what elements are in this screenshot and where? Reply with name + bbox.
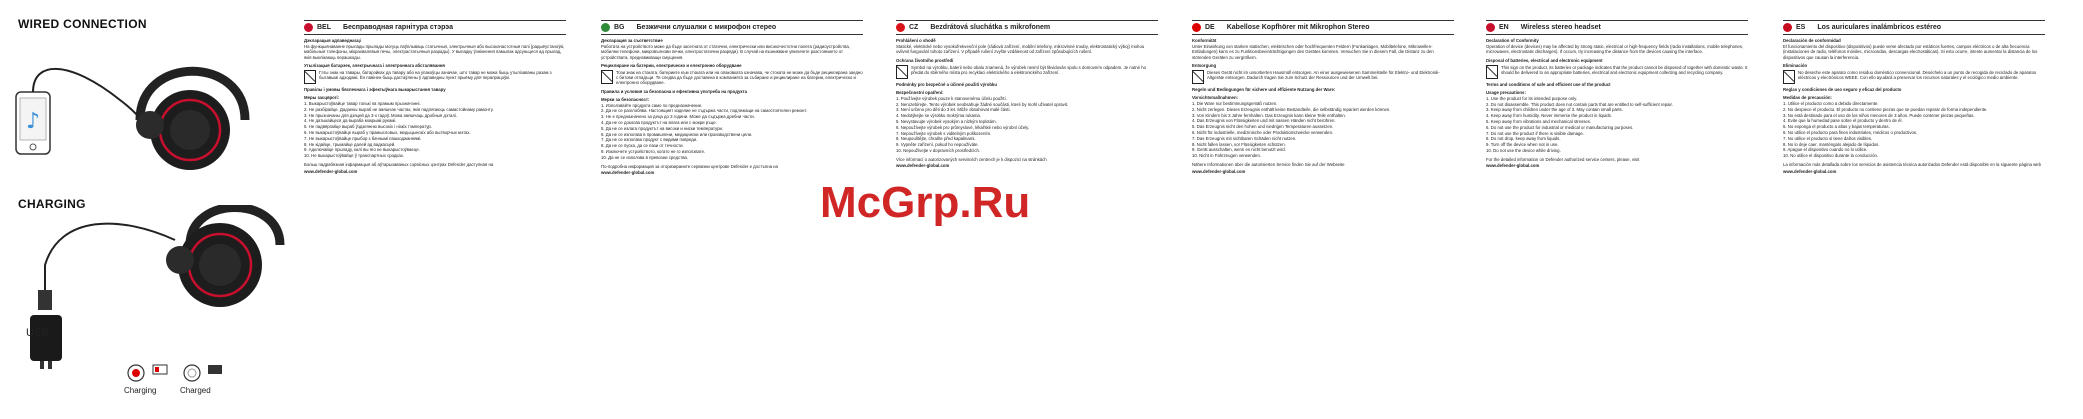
column-bel <box>304 20 566 412</box>
footer-text: La información más detallada sobre los servicios de asistencia técnica autorizados Defender está disponible en la siguiente página web <box>1783 162 2041 168</box>
conformity-text: Statické, elektrické nebo vysokofrekvenční pole (rádiová zařízení, mobilní telefony, mikrovlnné trouby, elektrostatický výboj) mohou ovlivnit fungování tohoto zařízení. V případě rušení zvyšte vzdálenost od zařízení způsobujících rušení. <box>896 44 1145 55</box>
list-item: 1. Utilice el producto como a debido directamente. <box>1783 101 1879 107</box>
list-item: 10. Да не се използва в превозни средства. <box>601 154 689 160</box>
disposal-heading: Disposal of batteries, electrical and electronic equipment <box>1486 57 1603 63</box>
website-link[interactable]: www.defender-global.com <box>1783 168 1837 174</box>
charging-title: CHARGING <box>18 197 86 211</box>
precautions-list <box>1192 101 1454 158</box>
precautions-heading: Меры засцярогі: <box>304 95 340 101</box>
precautions-list <box>1486 96 1748 153</box>
watermark: McGrp.Ru <box>820 178 1031 227</box>
list-item: 7. Не выкарыстоўвайце прыбор з бачнымі пашкоджаннямі. <box>304 135 422 141</box>
list-item: 3. Не прызначаны для дзяцей да 3-х гадоў. Можа змяшчаць дробныя дэталі. <box>304 112 458 118</box>
disposal-text: Гэты знак на тавары, батарэйках да тавару або на упакоўцы азначае, што тавар не можа быць утылізаваны разам з бытавымі адходамі. Ён павінен быць дастаўлены ў адпаведны пункт прыёму для перапрацоўкі. <box>319 70 552 81</box>
list-item: 10. Do not use the device while driving. <box>1486 147 1561 153</box>
flag-icon <box>304 23 313 32</box>
battery-charged-icon <box>208 365 222 374</box>
crossed-bin-icon <box>304 70 316 84</box>
list-item: 4. Nedotýkejte se výrobku mokrýma rukama. <box>896 113 982 119</box>
list-item: 5. Das Erzeugnis nicht den hohen und niedrigen Temperaturen aussetzen. <box>1192 124 1334 130</box>
conformity-heading: Declaración de conformidad <box>1783 38 1841 43</box>
list-item: 6. Nicht für industrielle, medizinische oder Produktionszwecke verwenden. <box>1192 130 1334 135</box>
column-header <box>601 20 863 35</box>
list-item: 7. Do not use the product if there is visible damage. <box>1486 130 1584 136</box>
conformity-heading: Prohlášení o shodě <box>896 38 936 43</box>
conformity-heading: Konformität <box>1192 38 1217 43</box>
precautions-heading: Bezpečnostní opatření: <box>896 90 944 96</box>
list-item: 7. Nepoužívejte výrobek s viditelným poškozením. <box>896 130 992 136</box>
column-header <box>896 20 1158 35</box>
disposal-heading: Eliminación <box>1783 62 1808 68</box>
list-item: 4. Да не се докосва продуктът на влага или с мокри ръце. <box>601 120 717 126</box>
safety-heading: Reglas y condiciones de uso seguro y eficaz del producto <box>1783 87 1902 93</box>
website-link[interactable]: www.defender-global.com <box>304 168 358 174</box>
charging-label: Charging <box>124 386 157 395</box>
list-item: 5. Да не се излага продуктът на високи и ниски температури. <box>601 125 724 131</box>
list-item: 9. Адключайце прыладу, калі вы яго не выкарыстоўваеце. <box>304 147 420 153</box>
website-link[interactable]: www.defender-global.com <box>601 170 655 176</box>
footer-text: Nähere Informationen über die autorisierten Service finden Sie auf der Webseite <box>1192 162 1345 168</box>
list-item: 2. Do not disassemble. This product does not contain parts that are entitled to self-sufficient repair. <box>1486 101 1673 107</box>
conformity-heading: Декларация за съответствие <box>601 38 663 43</box>
list-item: 7. No utilice el producto si tiene daños visibles. <box>1783 135 1873 141</box>
list-item: 6. Не выкарыстоўвайце выраб у прамысловых, медыцынскіх або вытворчых мэтах. <box>304 130 471 135</box>
crossed-bin-icon <box>1783 70 1795 84</box>
flag-icon <box>896 23 905 32</box>
language-code: DE <box>1205 23 1215 31</box>
website-link[interactable]: www.defender-global.com <box>896 163 950 169</box>
precautions-list <box>1783 101 2045 158</box>
precautions-list <box>601 103 863 160</box>
list-item: 9. Изключете устройството, когато не го използвате. <box>601 149 706 154</box>
disposal-text: Symbol na výrobku, baterii nebo obalu znamená, že výrobek nesmí být likvidován spolu s domovním odpadem. Je nutné ho předat do sběrného místa pro recyklaci elektrického a elektronického zařízení. <box>911 64 1147 76</box>
disposal-text: No deseche este aparato como residuo doméstico convencional. Deséchelo a un punto de recogida de reciclado de aparatos eléctricos y electrónicos WEEE. Con ello ayudará a preservar los recursos naturales y el ecológico medio ambiente. <box>1798 70 2037 81</box>
list-item: 3. Von Kindern bis 3 Jahre fernhalten. Das Erzeugnis kann kleine Teile enthalten. <box>1192 112 1346 118</box>
music-note-icon: ♪ <box>26 109 41 134</box>
list-item: 4. Evite que la humedad pase sobre el producto y dentro de él. <box>1783 118 1903 124</box>
footer-text: По-подробна информация за оторизираните сервизни центрове Defender е достъпна на <box>601 164 778 169</box>
precautions-list <box>896 96 1158 153</box>
flag-icon <box>601 23 610 32</box>
wired-diagram <box>0 30 300 180</box>
safety-heading: Правілы і умовы бяспечнага і эфектыўнага выкарыстання тавару <box>304 87 446 93</box>
product-title: Los auriculares inalámbricos estéreo <box>1817 23 1942 31</box>
conformity-text: Работата на устройството може да бъде засегната от статични, електрически или високочестотни полета (радиоустройства, мобилни телефони, микровълнови печки, електростатични разряди). В случай на възникване увеличете разстоянието от устройствата, предизвикващи смущения. <box>601 44 850 60</box>
list-item: 5. Не падвяргайце выраб ўздзеянню высокіх і нізкіх тэмператур. <box>304 124 433 130</box>
charged-label: Charged <box>180 386 211 395</box>
precautions-heading: Usage precautions: <box>1486 90 1526 96</box>
column-header <box>1192 20 1454 35</box>
diagram-panel <box>0 0 300 419</box>
list-item: 9. Gerät ausschalten, wenn es nicht benutzt wird. <box>1192 147 1286 153</box>
list-item: 5. Keep away from vibrations and mechanical stresses. <box>1486 119 1592 124</box>
conformity-text: На функцыянаванне прылады прылады могуць паўплываць статычныя, электрычныя або высокачастотныя палі (радыёустаноўкі, мабільныя тэлефоны, мікрахвалевыя печы, электрастатычныя разрады). У выпадку ўзнікнення памылак адсуньцеся ад прылад, якія выклікаюць перашкоды. <box>304 44 565 60</box>
disposal-text: Този знак на стоката, батериите към стоката или на опаковката означава, че стоката не може да бъде рециклирана заедно с битови отпадъци. Тя следва да бъде доставена в компанията за събиране и рециклиране на батерии, електрическо и електронно оборудване. <box>616 70 863 86</box>
list-item: 10. No utilice el dispositivo durante la conducción. <box>1783 153 1879 159</box>
column-es <box>1783 20 2045 412</box>
flag-icon <box>1192 23 1201 32</box>
product-title: Wireless stereo headset <box>1520 23 1601 31</box>
column-en <box>1486 20 1748 412</box>
crossed-bin-icon <box>1486 65 1498 79</box>
list-item: 8. Neupouštějte, chraňte před kapalinami. <box>896 136 976 142</box>
list-item: 1. Use the product for its intended purpose only. <box>1486 95 1578 101</box>
disposal-text: This sign on the product, its batteries or package indicates that the product cannot be disposed of together with domestic waste. It should be delivered to an appropriate batteries, electrical and electronic equipment collecting and recycling company. <box>1501 64 1748 76</box>
list-item: 1. Използвайте продукта само по предназначение. <box>601 102 703 108</box>
list-item: 8. Не кідайце, трымайце далей ад вадкасцей. <box>304 141 396 147</box>
list-item: 9. Turn off the device when not in use. <box>1486 142 1559 148</box>
product-title: Безжични слушалки с микрофон стерео <box>636 23 777 31</box>
product-title: Bezdrátová sluchátka s mikrofonem <box>930 23 1051 31</box>
list-item: 3. Не е предназначено за деца до 3 години. Може да съдържа дребни части. <box>601 114 755 120</box>
safety-heading: Podmínky pro bezpečné a účinné použití výrobku <box>896 81 997 87</box>
safety-heading: Regeln und Bedingungen für sichere und effiziente Nutzung der Ware: <box>1192 87 1336 93</box>
list-item: 2. Nicht zerlegen. Dieses Erzeugnis enthält keine Bestandteile, die selbständig repariert werden können. <box>1192 106 1391 112</box>
language-code: CZ <box>909 23 919 31</box>
disposal-heading: Entsorgung <box>1192 62 1217 68</box>
footer-text: Více informací o autorizovaných servisních centrech je k dispozici na stránkách <box>896 157 1047 163</box>
flag-icon <box>1783 23 1792 32</box>
list-item: 8. Do not drop, keep away from liquids. <box>1486 136 1561 142</box>
safety-heading: Правила и условия за безопасна и ефективна употреба на продукта <box>601 88 748 94</box>
column-header <box>304 20 566 35</box>
conformity-heading: Дэкларацыя адпаведнасці <box>304 38 361 43</box>
safety-heading: Terms and conditions of safe and efficient use of the product <box>1486 81 1611 87</box>
list-item: 3. No está destinado para el uso de los niños menores de 3 años. Puede contener piezas pequeñas. <box>1783 112 1975 118</box>
disposal-text: Dieses Gerät nicht im unsortierten Hausmüll entsorgen. An einer ausgewiesenen Sammelstelle für Elektro- und Elektronik-Altgeräte entsorgen. Dadurch tragen Sie zum Schutz der Ressourcen und der Umwelt bei. <box>1207 70 1440 81</box>
usb-plug-icon <box>38 290 52 310</box>
precautions-heading: Мерки за безопасност: <box>601 96 650 102</box>
list-item: 8. Да не се пуска, да се пази от течности. <box>601 143 684 149</box>
precautions-list <box>304 101 566 158</box>
list-item: 2. Да не се разглобява. Настоящият изделие не съдържа части, подлежащи на самостоятелен ремонт. <box>601 108 808 114</box>
crossed-bin-icon <box>1192 70 1204 84</box>
website-link[interactable]: www.defender-global.com <box>1486 163 1540 169</box>
language-code: ES <box>1796 23 1806 31</box>
disposal-heading: Рециклиране на батерии, електрическо и електронно оборудване <box>601 62 742 68</box>
product-title: Бесправодная гарнітура стэрэа <box>343 23 454 31</box>
precautions-heading: Medidas de precaución: <box>1783 95 1832 101</box>
list-item: 6. Nepoužívejte výrobek pro průmyslové, lékařské nebo výrobní účely. <box>896 124 1030 130</box>
list-item: 7. Да не се използва продукт с видими повреди. <box>601 137 698 143</box>
language-code: BG <box>614 23 625 31</box>
crossed-bin-icon <box>896 65 908 79</box>
footer-text: Больш падрабязная інфармацыя аб аўтарызаваных сэрвісных цэнтрах Defender даступная на <box>304 162 494 168</box>
list-item: 6. Do not use the product for industrial or medical or manufacturing purposes. <box>1486 124 1634 130</box>
list-item: 8. No lo deje caer, manténgalo alejado de líquidos. <box>1783 141 1880 147</box>
list-item: 4. Das Erzeugnis von Flüssigkeiten und mit nassen Händen nicht berühren. <box>1192 118 1336 124</box>
precautions-heading: Vorsichtsmaßnahmen: <box>1192 95 1239 101</box>
list-item: 7. Das Erzeugnis mit sichtbaren Schäden nicht nutzen. <box>1192 135 1297 141</box>
list-item: 2. Nerozebírejte. Tento výrobek neobsahuje žádné součásti, které by mohl uživatel opravit. <box>896 101 1069 107</box>
list-item: 2. Не разбірайце. Дадзены выраб не змяшчае частак, якія падлягаюць самастойнаму рамонту. <box>304 106 494 112</box>
list-item: 10. Nicht in Fahrzeugen verwenden. <box>1192 153 1262 159</box>
list-item: 9. Apague el dispositivo cuando no lo utilice. <box>1783 147 1868 153</box>
flag-icon <box>1486 23 1495 32</box>
list-item: 10. Nepoužívejte v dopravních prostředcích. <box>896 147 981 153</box>
disposal-heading: Утылізацыя батарэек, электрычнага і электроннага абсталявання <box>304 62 445 68</box>
column-header <box>1486 20 1748 35</box>
footer-text: For the detailed information on Defender authorized service centers, please, visit <box>1486 157 1640 163</box>
list-item: 9. Vypněte zařízení, pokud ho nepoužíváte. <box>896 142 979 148</box>
list-item: 6. Да не се използва в промишлени, медицински или производствени цели. <box>601 131 753 137</box>
list-item: 5. No exponga el producto a altas y bajas temperaturas. <box>1783 124 1890 130</box>
product-title: Kabellose Kopfhörer mit Mikrophon Stereo <box>1226 23 1370 31</box>
conformity-heading: Declaration of Conformity <box>1486 38 1539 43</box>
list-item: 1. Die Ware nur bestimmungsgemäß nutzen. <box>1192 101 1278 107</box>
list-item: 10. Не выкарыстоўвайце ў транспартных сродках. <box>304 153 405 159</box>
disposal-heading: Ochrana životního prostředí <box>896 57 954 63</box>
website-link[interactable]: www.defender-global.com <box>1192 168 1246 174</box>
wired-connection-title: WIRED CONNECTION <box>18 17 147 31</box>
list-item: 1. Používejte výrobek pouze k stanovenému účelu použití. <box>896 95 1007 101</box>
list-item: 4. Keep away from humidity. Never immerse the product in liquids. <box>1486 113 1613 119</box>
list-item: 8. Nicht fallen lassen, vor Flüssigkeiten schützen. <box>1192 141 1286 147</box>
usb-label: USB <box>26 327 49 339</box>
language-code: EN <box>1499 23 1509 31</box>
language-code: BEL <box>317 23 331 31</box>
crossed-bin-icon <box>601 70 613 84</box>
list-item: 5. Nevystavujte výrobek vysokým a nízkým teplotám. <box>896 119 997 124</box>
conformity-text: Operation of device (devices) may be affected by strong static, electrical or high-frequency fields (radio installations, mobile telephones, microwaves, electrostatic discharges). If occurs, try increasing the distance from the devices causing the interface. <box>1486 44 1744 55</box>
column-header <box>1783 20 2045 35</box>
conformity-text: El funcionamiento del dispositivo (dispositivos) puede verse afectado por estáticos fuertes, campos eléctricos o de alta frecuencia (instalaciones de radio, teléfonos móviles, microondas, descargas electrostáticas). Si esto ocurre, intente aumentar la distancia de los dispositivos que causan la interferencia. <box>1783 44 2038 60</box>
list-item: 6. No utilice el producto para fines industriales, médicos o productivos. <box>1783 130 1918 135</box>
column-de <box>1192 20 1454 412</box>
list-item: 4. Не датыкайцеся да выраба мокрымі рукамі. <box>304 118 397 124</box>
list-item: 3. Není určeno pro děti do 3 let. Může obsahovat malé části. <box>896 107 1011 113</box>
list-item: 1. Выкарыстоўвайце тавар толькі па прамым прызначэнні. <box>304 101 421 107</box>
conformity-text: Unter Einwirkung von starken statischen, elektrischen oder hochfrequenten Feldern (Funkanlagen, Mobiltelefone, Mikrowellen-Entladungen) kann es zu Funktionsbeeinträchtigungen des Gerätes kommen. Versuchen Sie in diesem Fall, die Distanz zu den störenden Geräten zu vergrößern. <box>1192 44 1434 60</box>
list-item: 3. Keep away from children under the age of 3. May contain small parts. <box>1486 107 1623 113</box>
list-item: 2. No despiece el producto. El producto no contiene piezas que se puedan reparar de forma independiente. <box>1783 106 1988 112</box>
